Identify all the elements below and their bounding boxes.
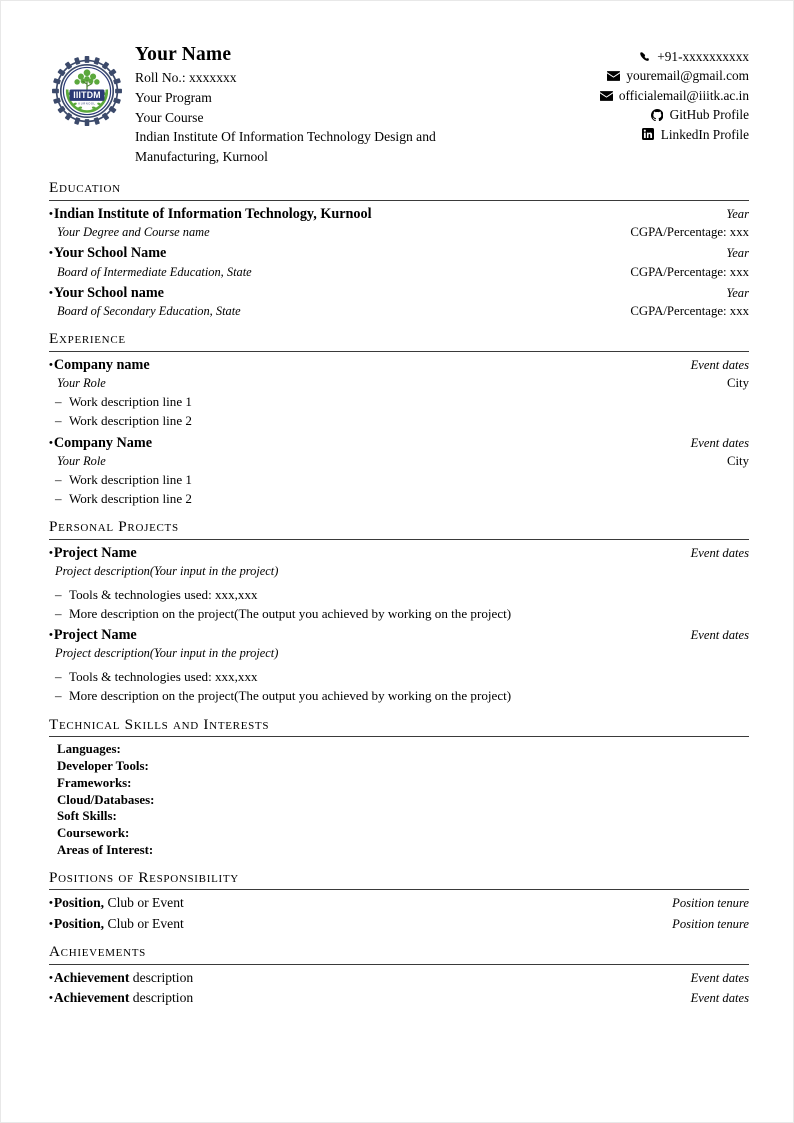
contact-personal-email (539, 66, 749, 85)
position-text (49, 915, 184, 933)
experience-role: Your Role (57, 376, 106, 391)
experience-company: • Company name (49, 356, 150, 375)
achievement-dates: Event dates (690, 970, 749, 985)
skill-cloud-databases: Cloud/Databases: (57, 792, 155, 807)
achievement-entry (49, 969, 749, 987)
phone-icon (637, 50, 652, 63)
experience-entry (49, 356, 749, 431)
project-description: Project description(Your input in the project) (55, 564, 279, 579)
header-identity-block (49, 39, 505, 166)
linkedin-icon (641, 128, 656, 141)
list-item: – Work description line 2 (49, 412, 749, 431)
list-item: – More description on the project(The output you achieved by working on the project) (49, 605, 749, 624)
achievement-entry (49, 989, 749, 1007)
course-line: Your Course (135, 109, 204, 125)
experience-dates: Event dates (690, 357, 749, 372)
roll-number-line: Roll No.: xxxxxxx (135, 70, 237, 86)
section-personal-projects (49, 519, 749, 705)
list-item: – More description on the project(The output you achieved by working on the project) (49, 687, 749, 706)
contact-phone-text: +91-xxxxxxxxxx (657, 49, 749, 64)
contact-personal-email-text: youremail@gmail.com (626, 68, 749, 84)
section-title-education: Education (49, 179, 121, 197)
page-title: Your Name (135, 44, 232, 65)
institute-line: Indian Institute Of Information Technology Design and Manufacturing, Kurnool (135, 129, 436, 164)
contact-github[interactable] (539, 105, 749, 124)
contact-official-email (539, 86, 749, 105)
contact-linkedin[interactable] (539, 125, 749, 144)
section-positions-of-responsibility (49, 870, 749, 933)
education-institution: • Indian Institute of Information Technology, Kurnool (49, 205, 372, 224)
project-entry (49, 544, 749, 623)
position-title: • Position, (49, 895, 104, 910)
contact-list (539, 39, 749, 144)
section-technical-skills (49, 717, 749, 859)
position-entry (49, 894, 749, 912)
project-description: Project description(Your input in the project) (55, 646, 279, 661)
position-club: Club or Event (107, 895, 184, 911)
education-score: CGPA/Percentage: xxx (630, 225, 749, 240)
position-entry (49, 915, 749, 933)
contact-official-email-text: officialemail@iiitk.ac.in (618, 87, 749, 103)
achievement-text (49, 969, 193, 987)
contact-phone (539, 47, 749, 66)
skill-areas-of-interest: Areas of Interest: (57, 842, 154, 857)
education-entry (49, 284, 749, 320)
education-year: Year (726, 246, 749, 261)
project-name: • Project Name (49, 626, 137, 645)
skill-languages: Languages: (57, 742, 121, 757)
svg-text:KURNOOL: KURNOOL (78, 102, 96, 106)
experience-points (49, 471, 749, 508)
section-achievements (49, 944, 749, 1007)
section-divider (49, 889, 749, 890)
position-club: Club or Event (107, 915, 184, 931)
position-tenure: Position tenure (672, 916, 749, 931)
list-item: – Work description line 1 (49, 393, 749, 412)
education-institution: • Your School Name (49, 244, 166, 263)
project-dates: Event dates (690, 545, 749, 560)
education-year: Year (726, 285, 749, 300)
section-divider (49, 351, 749, 352)
position-text (49, 894, 184, 912)
list-item: – Tools & technologies used: xxx,xxx (49, 668, 749, 687)
experience-role: Your Role (57, 453, 106, 468)
github-icon (650, 108, 665, 121)
experience-points (49, 393, 749, 430)
education-score: CGPA/Percentage: xxx (630, 303, 749, 318)
experience-city: City (726, 376, 749, 391)
list-item: – Work description line 1 (49, 471, 749, 490)
list-item: – Work description line 2 (49, 490, 749, 509)
education-institution: • Your School name (49, 284, 164, 303)
resume-content (49, 39, 749, 1007)
contact-linkedin-text: LinkedIn Profile (660, 126, 749, 142)
identity-text (135, 39, 505, 166)
education-board: Board of Secondary Education, State (57, 303, 241, 318)
resume-header (49, 39, 749, 166)
achievement-dates: Event dates (690, 991, 749, 1006)
contact-github-text: GitHub Profile (669, 107, 749, 123)
section-title-positions: Positions of Responsibility (49, 868, 239, 886)
section-title-projects: Personal Projects (49, 518, 179, 536)
education-degree: Your Degree and Course name (57, 225, 210, 240)
section-divider (49, 736, 749, 737)
skill-frameworks: Frameworks: (57, 775, 132, 790)
position-tenure: Position tenure (672, 896, 749, 911)
svg-text:IIITDM: IIITDM (73, 90, 101, 101)
iiitdm-logo-icon (49, 53, 125, 129)
education-entry (49, 244, 749, 280)
experience-dates: Event dates (690, 435, 749, 450)
section-divider (49, 964, 749, 965)
project-points (49, 668, 749, 705)
project-entry (49, 626, 749, 705)
section-experience (49, 331, 749, 508)
education-score: CGPA/Percentage: xxx (630, 264, 749, 279)
section-education (49, 180, 749, 320)
experience-entry (49, 434, 749, 509)
position-title: • Position, (49, 916, 104, 931)
achievement-description: description (132, 969, 194, 985)
education-board: Board of Intermediate Education, State (57, 264, 252, 279)
section-title-achievements: Achievements (49, 942, 146, 960)
envelope-icon (599, 89, 614, 102)
project-points (49, 586, 749, 623)
project-dates: Event dates (690, 628, 749, 643)
experience-company: • Company Name (49, 434, 152, 453)
section-divider (49, 200, 749, 201)
achievement-title: • Achievement (49, 970, 129, 985)
skill-coursework: Coursework: (57, 826, 130, 841)
skill-soft-skills: Soft Skills: (57, 809, 117, 824)
section-title-experience: Experience (49, 330, 126, 348)
achievement-title: • Achievement (49, 990, 129, 1005)
achievement-description: description (132, 990, 194, 1006)
project-name: • Project Name (49, 544, 137, 563)
section-title-skills: Technical Skills and Interests (49, 715, 270, 733)
skill-developer-tools: Developer Tools: (57, 758, 149, 773)
program-line: Your Program (135, 89, 212, 105)
education-entry (49, 205, 749, 241)
list-item: – Tools & technologies used: xxx,xxx (49, 586, 749, 605)
experience-city: City (726, 453, 749, 468)
education-year: Year (726, 206, 749, 221)
envelope-icon (606, 70, 621, 83)
section-divider (49, 539, 749, 540)
achievement-text (49, 989, 193, 1007)
